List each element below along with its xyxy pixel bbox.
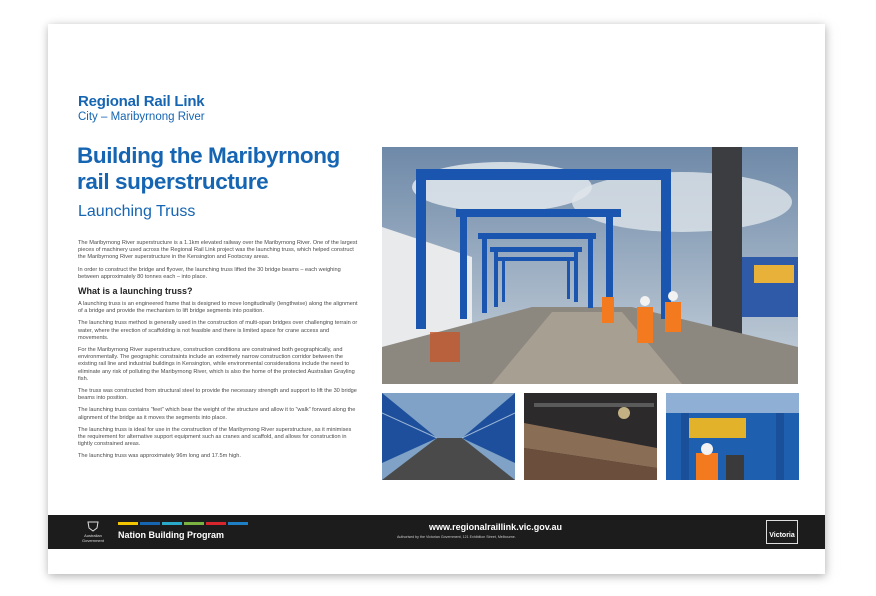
page-title: Building the Maribyrnong rail superstructure <box>77 143 340 194</box>
brand-location: City – Maribyrnong River <box>78 111 205 123</box>
color-bar <box>140 522 160 525</box>
body-paragraph: A launching truss is an engineered frame that is designed to move longitudinally (lengthwise) along the alignment of a bridge and provide the mechanism to lift bridge segments into position. <box>78 301 358 315</box>
authorised-statement: Authorised by the Victorian Government, 121 Exhibition Street, Melbourne. <box>397 535 516 539</box>
gov-label: Australian Government <box>81 533 104 543</box>
body-paragraph: The launching truss method is generally used in the construction of multi-span bridges over challenging terrain or water, where the erection of scaffolding is not feasible and there is limited space for crane access and movements. <box>78 320 358 341</box>
website-link[interactable]: www.regionalraillink.vic.gov.au <box>429 522 563 532</box>
color-bar <box>162 522 182 525</box>
body-paragraph: The launching truss is ideal for use in the construction of the Maribyrnong River superstructure, as it minimises the requirement for alternative support equipment such as cranes and scaffold, and allows for construction in tightly constrained areas. <box>78 426 352 448</box>
body-paragraph: The launching truss contains “feet” which bear the weight of the structure and allow it to “walk” forward along the alignment of the bridge as it moves the segments into place. <box>78 407 356 421</box>
coat-of-arms-icon <box>85 520 101 532</box>
body-paragraph: For the Maribyrnong River superstructure, construction conditions are constrained both geographically, and environmentally. The geographic constraints include an extremely narrow construction corridor between the existing rail line and industrial buildings in Kensington, while environmental considerations include the need to eliminate any risk of polluting the Maribyrnong River, which is also the home of the protected Australian Grayling fish. <box>78 347 355 382</box>
intro-paragraph: The Maribyrnong River superstructure is a 1.1km elevated railway over the Maribyrnong River. One of the largest pieces of machinery used across the Regional Rail Link project was the launching truss, which helped construct the Maribyrnong River superstructure in the Kensington and Footscray areas. <box>78 240 358 261</box>
footer-bar <box>48 515 825 549</box>
color-bar <box>118 522 138 525</box>
intro-paragraph: In order to construct the bridge and flyover, the launching truss lifted the 30 bridge beams – each weighing between approximately 80 tonnes each – into place. <box>78 266 341 280</box>
color-bar <box>184 522 204 525</box>
australian-government-crest <box>78 520 108 544</box>
page-subtitle: Launching Truss <box>78 203 196 220</box>
display-board <box>48 24 825 574</box>
program-color-bars <box>118 522 248 525</box>
photo-workers-on-truss <box>666 393 799 480</box>
program-name: Nation Building Program <box>118 530 225 540</box>
color-bar <box>206 522 226 525</box>
body-paragraph: The launching truss was approximately 96m long and 17.5m high. <box>78 453 241 460</box>
photo-bridge-beam-night <box>524 393 657 480</box>
photo-truss-perspective <box>382 393 515 480</box>
body-text <box>78 240 359 466</box>
victoria-logo: Victoria <box>766 520 798 544</box>
main-photo-launching-truss <box>382 147 798 384</box>
section-heading: What is a launching truss? <box>78 286 193 297</box>
brand-title: Regional Rail Link <box>78 93 205 110</box>
body-paragraph: The truss was constructed from structural steel to provide the necessary strength and support to lift the 30 bridge beams into position. <box>78 388 357 402</box>
color-bar <box>228 522 248 525</box>
